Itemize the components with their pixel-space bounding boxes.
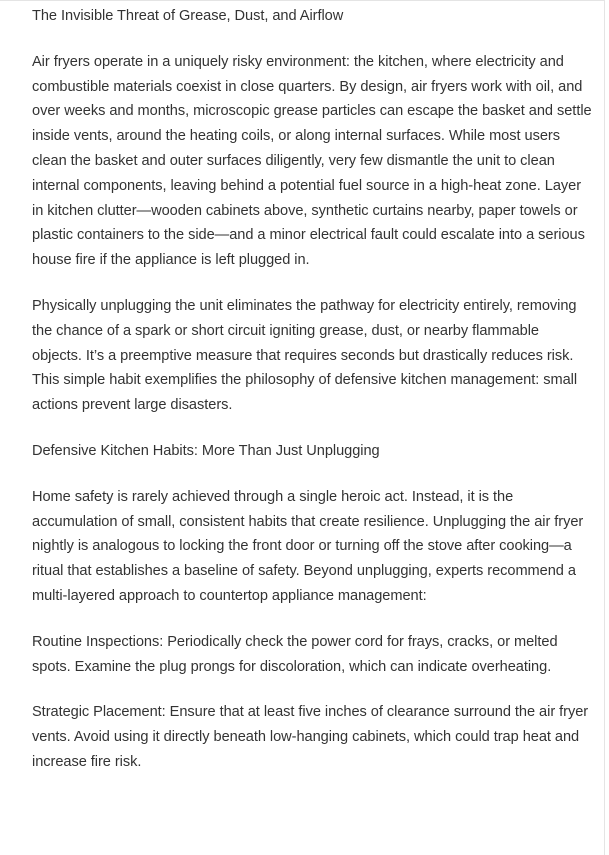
paragraph-routine-inspections: Routine Inspections: Periodically check the power cord for frays, cracks, or melted spots. Examine the plug prongs for discoloration, which can indicate overheating. — [32, 633, 558, 675]
paragraph-unplugging-benefit: Physically unplugging the unit eliminates the pathway for electricity entirely, removing the chance of a spark or short circuit igniting grease, dust, or nearby flammable objects. It’s a preemptive measure that requires seconds but drastically reduces risk. This simple habit exemplifies the philosophy of defensive kitchen management: small actions prevent large disasters. — [32, 297, 578, 414]
article-body — [32, 4, 592, 796]
section-heading-grease-dust-airflow: The Invisible Threat of Grease, Dust, and Airflow — [32, 8, 344, 24]
paragraph-home-safety: Home safety is rarely achieved through a single heroic act. Instead, it is the accumulation of small, consistent habits that create resilience. Unplugging the air fryer nightly is analogous to locking the front door or turning off the stove after cooking—a ritual that establishes a baseline of safety. Beyond unplugging, experts recommend a multi-layered approach to countertop appliance management: — [32, 488, 584, 604]
section-heading-defensive-habits: Defensive Kitchen Habits: More Than Just Unplugging — [32, 442, 380, 459]
paragraph-strategic-placement: Strategic Placement: Ensure that at least five inches of clearance surround the air fryer vents. Avoid using it directly beneath low-hanging cabinets, which could trap heat and increase fire risk. — [32, 704, 589, 770]
paragraph-kitchen-risk: Air fryers operate in a uniquely risky environment: the kitchen, where electricity and combustible materials coexist in close quarters. By design, air fryers work with oil, and over weeks and months, microscopic grease particles can escape the basket and settle inside vents, around the heating coils, or along internal surfaces. While most users clean the basket and outer surfaces diligently, very few dismantle the unit to clean internal components, leaving behind a potential fuel source in a high-heat zone. Layer in kitchen clutter—wooden cabinets above, synthetic curtains nearby, paper towels or plastic containers to the side—and a minor electrical fault could escalate into a serious house fire if the appliance is left plugged in. — [32, 53, 592, 269]
